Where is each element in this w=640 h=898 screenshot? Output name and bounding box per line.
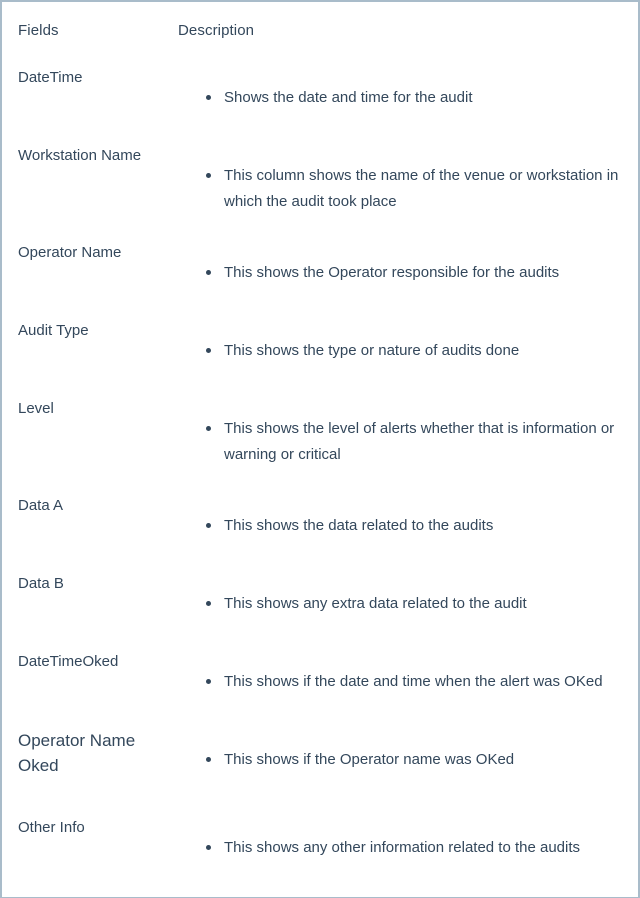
field-description-bullet: This shows the level of alerts whether that is information or warning or critical — [206, 416, 622, 468]
field-description-bullet: This shows the data related to the audits — [206, 513, 622, 539]
field-description-bullet: This shows any extra data related to the audit — [206, 591, 622, 617]
field-description-bullet: This column shows the name of the venue or workstation in which the audit took place — [206, 163, 622, 215]
field-description-cell — [178, 397, 622, 494]
field-rows — [2, 66, 638, 894]
field-name: Workstation Name — [18, 147, 142, 164]
field-description-cell — [178, 241, 622, 312]
field-description-bullet: Shows the date and time for the audit — [206, 85, 622, 111]
field-description-cell — [178, 319, 622, 390]
table-row — [2, 66, 638, 144]
field-name: DateTimeOked — [18, 653, 119, 670]
table-row — [2, 494, 638, 572]
field-name: Data A — [18, 497, 64, 514]
fields-column-header: Fields — [18, 22, 59, 39]
field-description-cell — [178, 494, 622, 565]
field-description-cell — [178, 728, 622, 799]
field-name: Operator Name Oked — [18, 731, 136, 775]
table-row — [2, 144, 638, 241]
field-description-cell — [178, 816, 622, 887]
field-name: DateTime — [18, 69, 83, 86]
table-row — [2, 319, 638, 397]
field-name: Audit Type — [18, 322, 89, 339]
table-row — [2, 650, 638, 728]
table-row — [2, 816, 638, 894]
field-description-bullet: This shows any other information related to the audits — [206, 835, 622, 861]
field-description-cell — [178, 144, 622, 241]
field-name: Operator Name — [18, 244, 122, 261]
table-row — [2, 728, 638, 816]
field-description-cell — [178, 572, 622, 643]
table-row — [2, 241, 638, 319]
table-header-row — [2, 2, 638, 66]
field-description-cell — [178, 650, 622, 721]
field-description-bullet: This shows if the date and time when the alert was OKed — [206, 669, 622, 695]
table-row — [2, 572, 638, 650]
field-description-bullet: This shows the Operator responsible for the audits — [206, 260, 622, 286]
field-name: Data B — [18, 575, 64, 592]
field-description-bullet: This shows the type or nature of audits done — [206, 338, 622, 364]
field-name: Other Info — [18, 819, 85, 836]
field-name: Level — [18, 400, 54, 417]
description-column-header: Description — [178, 22, 255, 39]
table-row — [2, 397, 638, 494]
field-description-cell — [178, 66, 622, 137]
field-description-bullet: This shows if the Operator name was OKed — [206, 747, 622, 773]
